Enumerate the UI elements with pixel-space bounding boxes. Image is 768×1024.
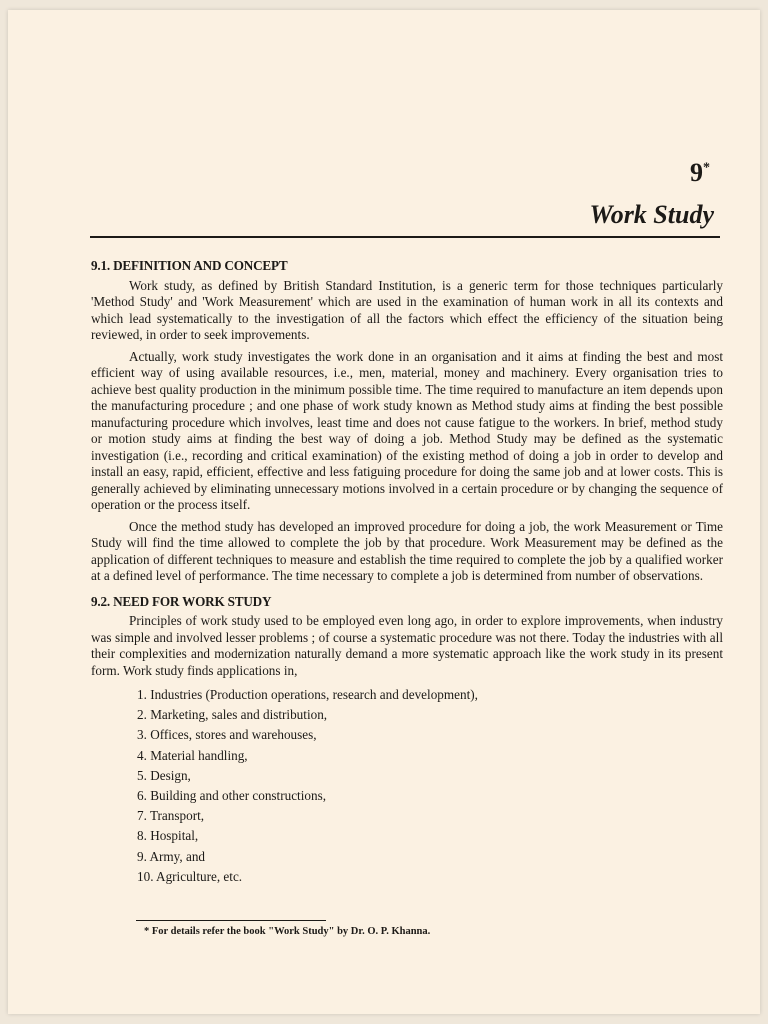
title-rule	[90, 236, 720, 238]
body-content	[91, 258, 723, 887]
list-item: 5. Design,	[137, 767, 191, 783]
section-heading-definition: 9.1. DEFINITION AND CONCEPT	[91, 258, 288, 273]
chapter-footnote-marker: *	[703, 160, 710, 176]
list-item: 9. Army, and	[137, 848, 206, 864]
list-item: 1. Industries (Production operations, research and development),	[137, 687, 478, 702]
paragraph: Principles of work study used to be employed even long ago, in order to explore improvements, when industry was simple and involved lesser problems ; of course a systematic procedure was not there. Today the industries with all their complexities and modernization naturally demand a more systematic approach like the work study in its present form. Work study finds applications in,	[91, 613, 723, 678]
section-heading-need: 9.2. NEED FOR WORK STUDY	[91, 593, 272, 609]
chapter-number: 9*	[690, 158, 710, 187]
chapter-title: Work Study	[589, 200, 714, 229]
applications-list	[91, 685, 723, 887]
list-item: 8. Hospital,	[137, 828, 199, 844]
list-item: 3. Offices, stores and warehouses,	[137, 727, 317, 743]
footnote: * For details refer the book "Work Study" by Dr. O. P. Khanna.	[144, 926, 431, 937]
paragraph: Actually, work study investigates the work done in an organisation and it aims at finding the best and most efficient way of using available resources, i.e., men, material, money and machinery. Every organisation tries to achieve best quality production in the minimum possible time. The time required to manufacture an item depends upon the manufacturing procedure ; and one phase of work study known as Method study aims at finding the best possible manufacturing procedure which involves, least time and does not cause fatigue to the workers. In brief, method study or motion study aims at finding the best way of doing a job. Method Study may be defined as the systematic investigation (i.e., recording and critical examination) of the existing method of doing a job in order to develop and install an easy, rapid, efficient, effective and less fatiguing procedure for doing the same job and at lower costs. This is generally achieved by eliminating unnecessary motions involved in a certain procedure or by changing the sequence of operation or the process itself.	[91, 348, 723, 512]
list-item: 7. Transport,	[137, 808, 205, 824]
list-item: 6. Building and other constructions,	[137, 788, 326, 804]
paragraph: Once the method study has developed an improved procedure for doing a job, the work Measurement or Time Study will find the time allowed to complete the job by that procedure. Work Measurement may be defined as the application of different techniques to measure and establish the time required to complete the job by a qualified worker at a defined level of performance. The time necessary to complete a job is determined from number of observations.	[91, 518, 723, 583]
list-item: 10. Agriculture, etc.	[137, 868, 243, 884]
footnote-rule	[136, 920, 326, 921]
document-page	[8, 10, 760, 1014]
list-item: 2. Marketing, sales and distribution,	[137, 707, 328, 723]
list-item: 4. Material handling,	[137, 747, 248, 763]
paragraph: Work study, as defined by British Standard Institution, is a generic term for those techniques particularly 'Method Study' and 'Work Measurement' which are used in the examination of human work in all its contexts and which lead systematically to the investigation of all the factors which effect the efficiency of the situation being reviewed, in order to seek improvements.	[91, 277, 723, 342]
